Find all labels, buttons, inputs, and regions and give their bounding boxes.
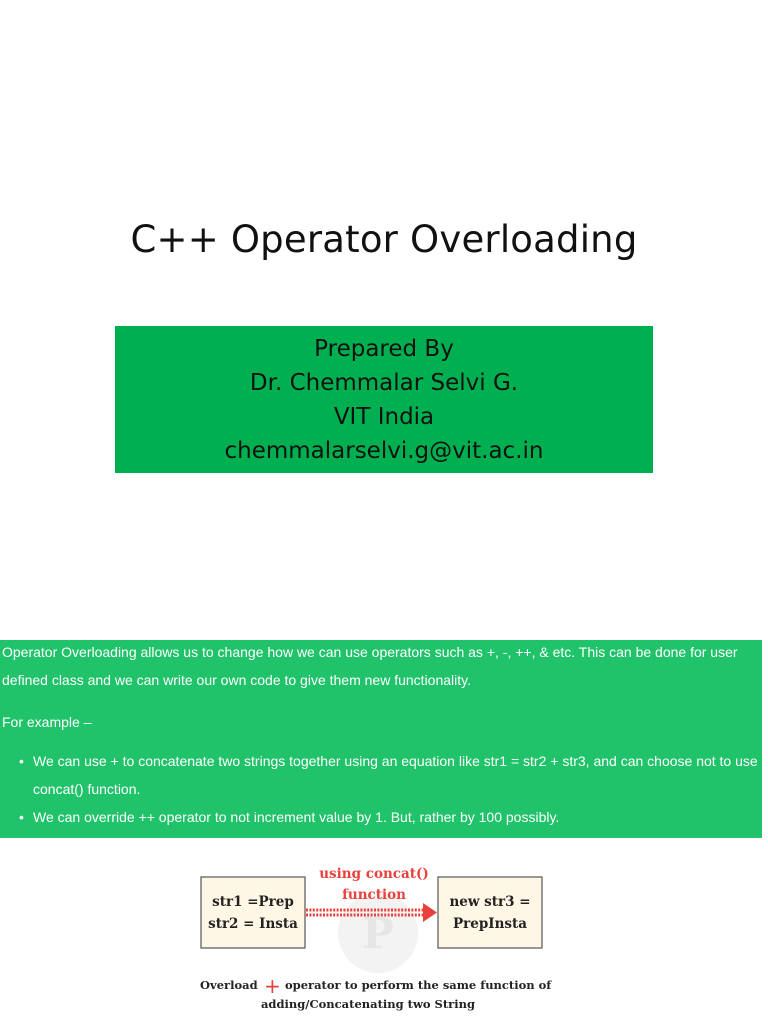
arrow-label-line-1: using concat() (319, 866, 429, 882)
right-box-line-1: new str3 = (449, 894, 531, 910)
caption-suffix: operator to perform the same function of (285, 978, 552, 992)
caption-line-2: adding/Concatenating two String (260, 997, 476, 1011)
list-item: • We can override ++ operator to not increment value by 1. But, rather by 100 possibly. (33, 803, 762, 831)
intro-line-2: defined class and we can write our own code to give them new functionality. (2, 672, 471, 688)
list-item: • We can use + to concatenate two strings together using an equation like str1 = str2 + str3, and can choose not to use concat() function. (33, 747, 762, 803)
left-box (201, 877, 305, 948)
watermark-letter: P (362, 909, 394, 958)
author-email: chemmalarselvi.g@vit.ac.in (224, 437, 544, 464)
concat-diagram-svg (196, 858, 556, 1024)
author-info-box (115, 326, 653, 473)
info-panel (0, 640, 762, 838)
left-box-line-2: str2 = Insta (208, 916, 298, 932)
intro-line-1: Operator Overloading allows us to change how we can use operators such as +, -, ++, & etc. This can be done for user (2, 644, 738, 660)
arrow-label-line-2: function (342, 887, 406, 903)
example-list (2, 747, 762, 831)
prepared-by-label: Prepared By (314, 335, 454, 362)
concat-diagram (196, 858, 556, 1024)
author-name: Dr. Chemmalar Selvi G. (249, 369, 519, 396)
right-box-line-2: PrepInsta (452, 916, 528, 932)
slide-title: C++ Operator Overloading (130, 218, 638, 261)
caption-plus-operator: + (264, 974, 281, 998)
author-institution: VIT India (333, 403, 435, 430)
example-label: For example – (2, 714, 92, 730)
left-box-line-1: str1 =Prep (212, 894, 294, 910)
caption-prefix: Overload (200, 978, 258, 992)
right-box (438, 877, 542, 948)
